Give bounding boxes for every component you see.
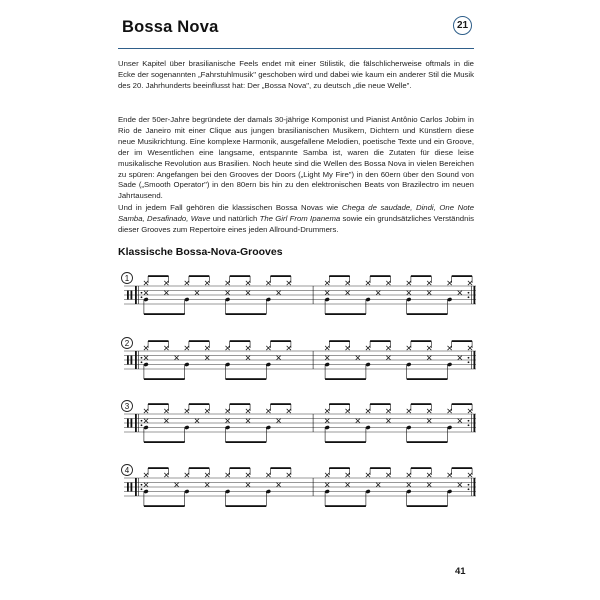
note-beam xyxy=(407,505,448,507)
repeat-dot xyxy=(141,361,143,363)
note-beam xyxy=(189,403,209,405)
note-beam xyxy=(144,441,185,443)
section-heading: Klassische Bossa-Nova-Grooves xyxy=(118,246,283,258)
repeat-dot xyxy=(468,488,470,490)
note-beam xyxy=(329,275,349,277)
repeat-bar-thick xyxy=(474,351,476,369)
note-beam xyxy=(226,378,267,380)
note-beam xyxy=(144,313,185,315)
text-run: sowie ein grundsätzliches Verständnis dieser Grooves zum Repertoire eines jeden Allround-Drummers. xyxy=(118,213,475,234)
text-run: Ende der 50er-Jahre begründete der damals 30-jährige Komponist und Pianist Antônio Carlos Jobim in Rio de Janeiro mit einer Clique aus jungen brasilianischen Musikern, Dichtern und Künstlern diese neue Musikrichtung. Eine komplexe Harmonik, ausgefallene Melodien, poetische Texte und ein Groove, der im Wesentlichen eine langsame, entspannte Samba ist, waren die Zutaten für diese leise musikalische Revolution aus Brasilien. Noch heute sind die Wellen des Bossa Nova in vielen Bereichen zu spüren: Angefangen bei den Grooves der Doors („Light My Fire") in den 60ern über den Sound von Sade („Smooth Operator") in den 80ern bis hin zu den elektronischen Beats von Brazilectro im neuen Jahrtausend. xyxy=(118,115,474,201)
page-number: 41 xyxy=(455,566,466,577)
note-beam xyxy=(189,275,209,277)
note-beam xyxy=(411,403,431,405)
repeat-bar-thick xyxy=(474,286,476,304)
drum-notation-staff xyxy=(118,398,478,448)
note-beam xyxy=(370,275,390,277)
percussion-clef xyxy=(131,483,133,492)
song-title-run: The Girl From Ipanema xyxy=(259,213,341,223)
note-beam xyxy=(329,467,349,469)
percussion-clef xyxy=(131,419,133,428)
groove-number: 4 xyxy=(124,465,130,475)
note-beam xyxy=(230,403,250,405)
note-beam xyxy=(325,505,366,507)
percussion-clef xyxy=(127,419,129,428)
repeat-dot xyxy=(141,292,143,294)
repeat-bar-thick xyxy=(135,286,137,304)
intro-paragraph xyxy=(118,59,474,92)
repeat-dot xyxy=(468,292,470,294)
note-beam xyxy=(271,403,291,405)
repeat-bar-thick xyxy=(135,478,137,496)
note-beam xyxy=(148,467,168,469)
note-beam xyxy=(325,441,366,443)
percussion-clef xyxy=(131,291,133,300)
drum-notation-staff xyxy=(118,335,478,385)
note-beam xyxy=(411,340,431,342)
groove-1 xyxy=(118,270,478,320)
note-beam xyxy=(370,403,390,405)
repeat-dot xyxy=(141,484,143,486)
note-beam xyxy=(407,313,448,315)
note-beam xyxy=(325,313,366,315)
note-beam xyxy=(144,505,185,507)
note-beam xyxy=(144,378,185,380)
groove-2 xyxy=(118,335,478,385)
groove-number: 2 xyxy=(124,338,130,348)
percussion-clef xyxy=(131,356,133,365)
note-beam xyxy=(325,378,366,380)
note-beam xyxy=(407,378,448,380)
note-beam xyxy=(271,275,291,277)
note-beam xyxy=(230,467,250,469)
note-beam xyxy=(226,441,267,443)
groove-4 xyxy=(118,462,478,512)
song-title-run: Chega de saudade, Dindi, One Note Samba, Desafinado, Wave xyxy=(118,203,475,223)
chapter-number-badge: 21 xyxy=(453,16,472,35)
note-beam xyxy=(271,340,291,342)
repeat-dot xyxy=(468,296,470,298)
note-beam xyxy=(370,467,390,469)
repeat-dot xyxy=(141,420,143,422)
percussion-clef xyxy=(127,483,129,492)
repeat-dot xyxy=(141,296,143,298)
repeat-bar-thick xyxy=(474,478,476,496)
repeat-dot xyxy=(141,357,143,359)
repeat-dot xyxy=(468,357,470,359)
history-paragraph xyxy=(118,115,474,202)
note-beam xyxy=(148,403,168,405)
chapter-title: Bossa Nova xyxy=(122,18,219,36)
groove-number: 3 xyxy=(124,401,130,411)
repertoire-paragraph xyxy=(118,203,474,236)
note-beam xyxy=(230,340,250,342)
note-beam xyxy=(452,275,472,277)
note-beam xyxy=(329,340,349,342)
note-beam xyxy=(230,275,250,277)
note-beam xyxy=(411,467,431,469)
percussion-clef xyxy=(127,356,129,365)
note-beam xyxy=(189,467,209,469)
note-beam xyxy=(407,441,448,443)
repeat-dot xyxy=(141,424,143,426)
groove-number: 1 xyxy=(124,273,130,283)
repeat-dot xyxy=(468,484,470,486)
text-run: Und in jedem Fall gehören die klassischen Bossa Novas wie xyxy=(118,203,342,212)
repeat-dot xyxy=(468,420,470,422)
repeat-dot xyxy=(468,361,470,363)
note-beam xyxy=(370,340,390,342)
drum-notation-staff xyxy=(118,270,478,320)
note-beam xyxy=(148,275,168,277)
note-beam xyxy=(452,340,472,342)
groove-3 xyxy=(118,398,478,448)
note-beam xyxy=(189,340,209,342)
repeat-bar-thick xyxy=(474,414,476,432)
repeat-bar-thick xyxy=(135,414,137,432)
note-beam xyxy=(329,403,349,405)
note-beam xyxy=(452,403,472,405)
text-run: und natürlich xyxy=(210,213,260,223)
note-beam xyxy=(226,313,267,315)
chapter-header xyxy=(118,14,474,49)
note-beam xyxy=(271,467,291,469)
note-beam xyxy=(148,340,168,342)
repeat-dot xyxy=(141,488,143,490)
drum-notation-staff xyxy=(118,462,478,512)
repeat-bar-thick xyxy=(135,351,137,369)
note-beam xyxy=(226,505,267,507)
percussion-clef xyxy=(127,291,129,300)
repeat-dot xyxy=(468,424,470,426)
note-beam xyxy=(452,467,472,469)
text-run: Unser Kapitel über brasilianische Feels endet mit einer Stilistik, die fälschlicherweise oftmals in die Ecke der sogenannten „Fahrstuhlmusik" geschoben wird und dabei wie kaum ein anderer Stil die Musik des 20. Jahrhunderts beeinflusst hat: Der „Bossa Nova", zu deutsch „die neue Welle". xyxy=(118,59,474,90)
note-beam xyxy=(411,275,431,277)
